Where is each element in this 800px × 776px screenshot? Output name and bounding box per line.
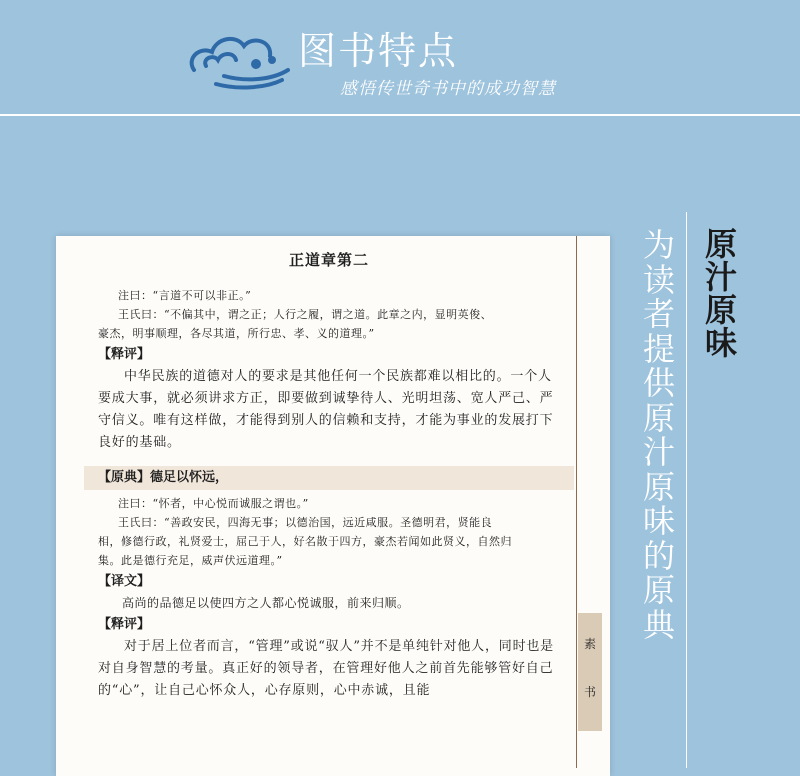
spine-char: 素 [584,637,597,651]
feature-subtitle-char: 者 [642,295,675,333]
annotation: 王氏曰：“不偏其中，谓之正；人行之履，谓之道。此章之内，显明英俊、 [118,308,493,321]
annotation: 集。此是德行充足，威声伏远道理。” [98,554,283,567]
section-tag-translation: 【译文】 [98,574,151,589]
chapter-title: 正道章第二 [288,251,369,269]
feature-title-char: 味 [704,324,737,362]
feature-subtitle-char: 汁 [642,433,675,471]
feature-title-char: 汁 [704,258,737,296]
feature-title-char: 原 [704,291,737,329]
feature-subtitle-char: 味 [642,502,675,540]
feature-divider [686,212,687,768]
annotation: 王氏曰：“善政安民，四海无事；以德治国，远近咸服。圣德明君，贤能良 [118,516,493,529]
feature-subtitle [640,228,678,642]
header-title: 图书特点 [298,29,459,73]
section-tag-comment: 【释评】 [98,617,151,632]
annotation: 豪杰，明事顺理，各尽其道，所行忠、孝、义的道理。” [98,327,375,340]
original-text: 德足以怀远， [150,470,229,485]
spine-char: 书 [584,685,597,699]
feature-subtitle-char: 提 [642,329,675,368]
feature-subtitle-char: 原 [642,467,675,506]
feature-subtitle-char: 原 [642,571,675,609]
feature-subtitle-char: 原 [642,398,675,437]
cloud-logo-icon [186,30,291,90]
feature-subtitle-char: 典 [642,605,675,644]
feature-subtitle-char: 供 [642,364,675,402]
header-divider [0,114,800,116]
translation-text: 高尚的品德足以使四方之人都心悦诚服，前来归顺。 [122,596,410,610]
commentary-paragraph: 中华民族的道德对人的要求是其他任何一个民族都难以相比的。一个人要成大事，就必须讲求方正，即要做到诚挚待人、光明坦荡、宽人严己、严守信义。唯有这样做，才能得到别人的信赖和支持，才能为事业的发展打下良好的基础。 [98,369,554,450]
spine-tab [578,613,602,731]
feature-subtitle-char: 为 [642,226,675,264]
section-tag-original: 【原典】 [98,470,151,485]
commentary-paragraph: 对于居上位者而言，“管理”或说“驭人”并不是单纯针对他人，同时也是对自身智慧的考量。真正好的领导者，在管理好他人之前首先能够管好自己的“心”，让自己心怀众人，心存原则，心中赤诚，且能 [98,639,554,698]
page-content [98,248,560,702]
original-text-highlight [84,466,574,490]
annotation: 注曰：“怀者，中心悦而诚服之谓也。” [118,497,309,510]
page-margin-rule [576,236,577,768]
header-subtitle: 感悟传世奇书中的成功智慧 [340,79,556,99]
feature-subtitle-char: 的 [642,536,675,575]
feature-title [703,225,739,362]
annotation: 相，修德行政，礼贤爱士，屈己于人，好名散于四方，豪杰若闻如此贤义，自然归 [98,535,512,548]
feature-title-char: 原 [704,225,737,263]
feature-subtitle-char: 读 [642,260,675,299]
section-tag-comment: 【释评】 [98,347,151,362]
annotation: 注曰：“言道不可以非正。” [118,289,252,302]
